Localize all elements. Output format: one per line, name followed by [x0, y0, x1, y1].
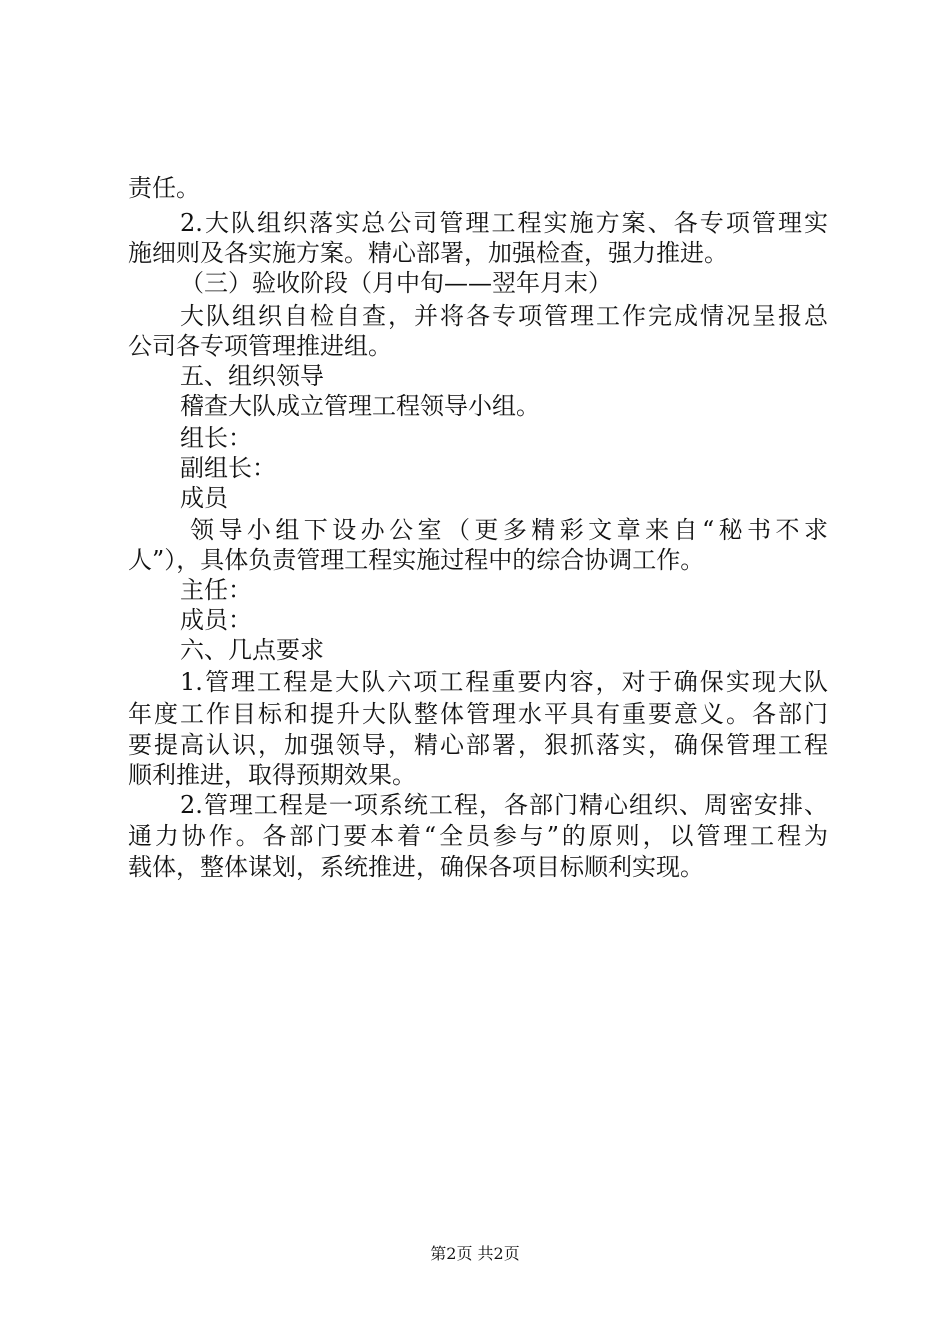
section-heading: （三）验收阶段（月中旬——翌年月末） — [180, 269, 612, 297]
section-heading: 六、几点要求 — [180, 636, 324, 664]
paragraph-line: 人”），具体负责管理工程实施过程中的综合协调工作。 — [128, 546, 705, 574]
section-heading: 五、组织领导 — [180, 362, 324, 390]
paragraph-line: 主任： — [180, 576, 252, 604]
paragraph-line: 成员： — [180, 606, 252, 634]
paragraph-line: 组长： — [180, 424, 252, 452]
paragraph-line: 大队组织自检自查，并将各专项管理工作完成情况呈报总 — [180, 302, 828, 330]
paragraph-line: 成员 — [180, 484, 228, 512]
paragraph-line: 年度工作目标和提升大队整体管理水平具有重要意义。各部门 — [128, 700, 828, 728]
paragraph-line: 1.管理工程是大队六项工程重要内容，对于确保实现大队 — [180, 668, 828, 696]
paragraph-line: 通力协作。各部门要本着“全员参与”的原则，以管理工程为 — [128, 822, 828, 850]
page-number-footer: 第2页 共2页 — [430, 1244, 520, 1263]
paragraph-line: 2.大队组织落实总公司管理工程实施方案、各专项管理实 — [180, 209, 828, 237]
paragraph-line: 公司各专项管理推进组。 — [128, 332, 392, 360]
paragraph-line: 责任。 — [128, 174, 200, 202]
paragraph-line: 施细则及各实施方案。精心部署，加强检查，强力推进。 — [128, 239, 728, 267]
paragraph-line: 载体，整体谋划，系统推进，确保各项目标顺利实现。 — [128, 853, 704, 881]
paragraph-line: 副组长： — [180, 454, 276, 482]
paragraph-line: 稽查大队成立管理工程领导小组。 — [180, 392, 540, 420]
paragraph-line: 2.管理工程是一项系统工程，各部门精心组织、周密安排、 — [180, 791, 828, 819]
paragraph-line: 顺利推进，取得预期效果。 — [128, 761, 416, 789]
paragraph-line: 要提高认识，加强领导，精心部署，狠抓落实，确保管理工程 — [128, 731, 828, 759]
paragraph-line: 领导小组下设办公室（更多精彩文章来自“秘书不求 — [190, 516, 828, 544]
